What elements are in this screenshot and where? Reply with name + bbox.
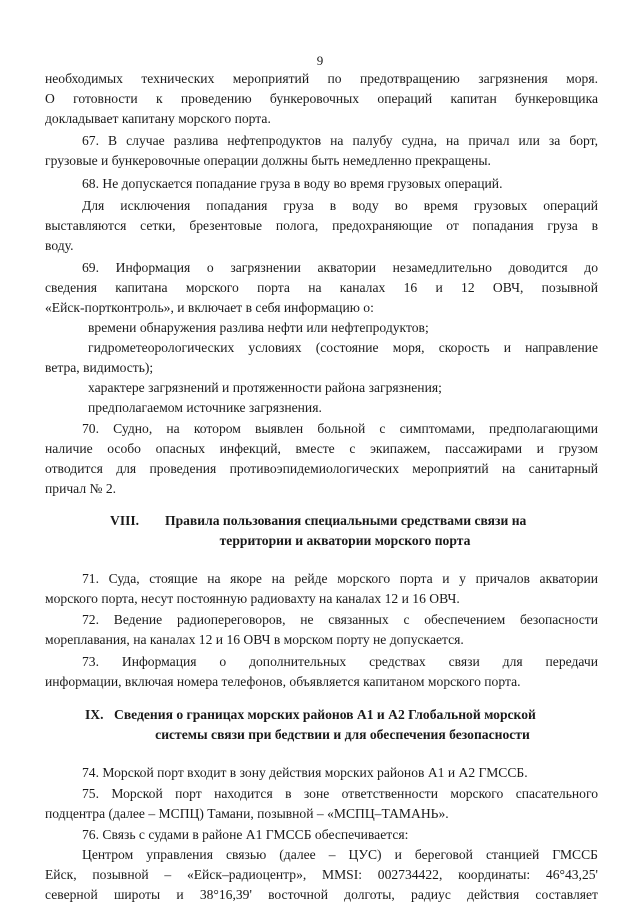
- text-line: мореплавания, на каналах 12 и 16 ОВЧ в морском порту не допускается.: [45, 632, 464, 647]
- paragraph-75: 75. Морской порт находится в зоне ответственности морского спасательного: [82, 786, 598, 801]
- text-line: воду.: [45, 238, 74, 253]
- text-line: информации, включая номера телефонов, объявляется капитаном морского порта.: [45, 674, 521, 689]
- section-ix-title-line2: системы связи при бедствии и для обеспечения безопасности: [155, 727, 530, 742]
- text-line: подцентра (далее – МСПЦ) Тамани, позывной – «МСПЦ–ТАМАНЬ».: [45, 806, 449, 821]
- text-line: Центром управления связью (далее – ЦУС) и береговой станцией ГМССБ: [82, 847, 598, 862]
- paragraph-67: 67. В случае разлива нефтепродуктов на палубу судна, на причал или за борт,: [82, 133, 598, 148]
- text-line: ветра, видимость);: [45, 360, 154, 375]
- paragraph-72: 72. Ведение радиопереговоров, не связанных с обеспечением безопасности: [82, 612, 598, 627]
- text-line: «Ейск-портконтроль», и включает в себя информацию о:: [45, 300, 374, 315]
- list-item: времени обнаружения разлива нефти или нефтепродуктов;: [88, 320, 429, 335]
- text-line: отводится для проведения противоэпидемиологических мероприятий на санитарный: [45, 461, 598, 476]
- text-line: Для исключения попадания груза в воду во время грузовых операций: [82, 198, 598, 213]
- text-line: необходимых технических мероприятий по предотвращению загрязнения моря.: [45, 71, 598, 86]
- section-viii-title-line1: Правила пользования специальными средствами связи на: [165, 513, 527, 528]
- section-ix-number: IX.: [85, 707, 104, 722]
- paragraph-73: 73. Информация о дополнительных средствах связи для передачи: [82, 654, 598, 669]
- text-line: морского порта, несут постоянную радиовахту на каналах 12 и 16 ОВЧ.: [45, 591, 460, 606]
- text-line: причал № 2.: [45, 481, 117, 496]
- section-viii-number: VIII.: [110, 513, 140, 528]
- text-line: наличие особо опасных инфекций, вместе с экипажем, пассажирами и грузом: [45, 441, 598, 456]
- list-item: гидрометеорологических условиях (состояние моря, скорость и направление: [88, 340, 598, 355]
- text-line: докладывает капитану морского порта.: [45, 111, 271, 126]
- paragraph-70: 70. Судно, на котором выявлен больной с симптомами, предполагающими: [82, 421, 598, 436]
- paragraph-68: 68. Не допускается попадание груза в воду во время грузовых операций.: [82, 176, 503, 191]
- section-ix-title-line1: Сведения о границах морских районов А1 и А2 Глобальной морской: [114, 707, 536, 722]
- text-line: выставляются сетки, брезентовые полога, предохраняющие от попадания груза в: [45, 218, 598, 233]
- paragraph-74: 74. Морской порт входит в зону действия морских районов А1 и А2 ГМССБ.: [82, 765, 528, 780]
- text-line: О готовности к проведению бункеровочных операций капитан бункеровщика: [45, 91, 598, 106]
- paragraph-69: 69. Информация о загрязнении акватории незамедлительно доводится до: [82, 260, 598, 275]
- text-line: грузовые и бункеровочные операции должны быть немедленно прекращены.: [45, 153, 491, 168]
- list-item: предполагаемом источнике загрязнения.: [88, 400, 322, 415]
- section-viii-title-line2: территории и акватории морского порта: [219, 533, 471, 548]
- text-line: Ейск, позывной – «Ейск–радиоцентр», MMSI: 002734422, координаты: 46°43,25': [45, 867, 598, 882]
- paragraph-71: 71. Суда, стоящие на якоре на рейде морского порта и у причалов акватории: [82, 571, 598, 586]
- page-number: 9: [316, 53, 324, 68]
- text-line: северной широты и 38°16,39' восточной долготы, радиус действия составляет: [45, 887, 598, 902]
- paragraph-76: 76. Связь с судами в районе А1 ГМССБ обеспечивается:: [82, 827, 409, 842]
- list-item: характере загрязнений и протяженности района загрязнения;: [88, 380, 442, 395]
- text-line: сведения капитана морского порта на каналах 16 и 12 ОВЧ, позывной: [45, 280, 598, 295]
